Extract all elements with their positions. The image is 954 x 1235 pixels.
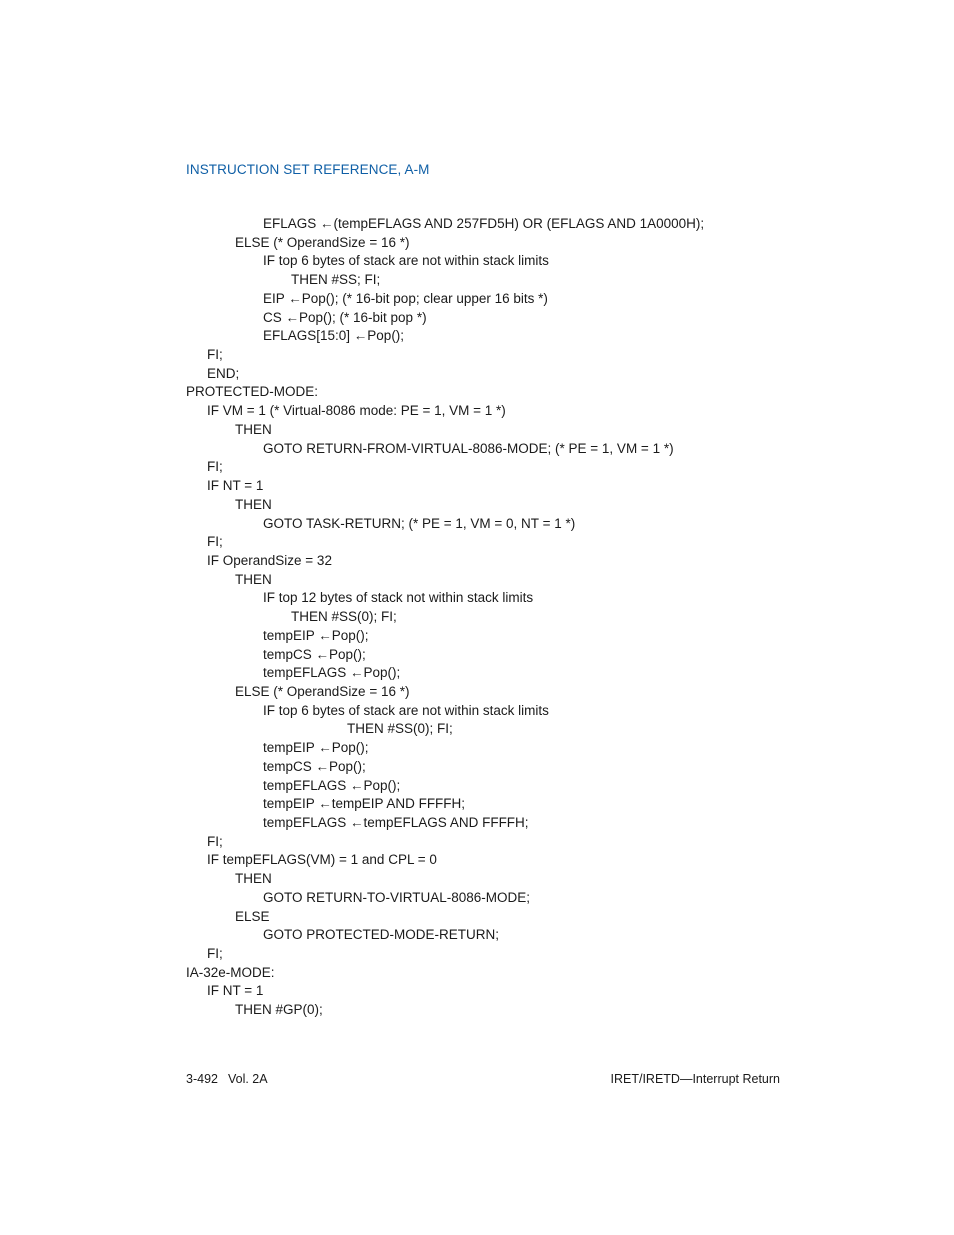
code-line: THEN #SS(0); FI; [347, 721, 453, 737]
code-line: THEN #GP(0); [235, 1002, 323, 1018]
code-line: IF top 6 bytes of stack are not within stack limits [263, 702, 549, 718]
code-line: ELSE (* OperandSize = 16 *) [235, 683, 410, 699]
code-line: THEN [235, 571, 272, 587]
code-line: tempCS ←Pop(); [263, 758, 366, 774]
code-line: IF NT = 1 [207, 983, 264, 999]
code-line: GOTO PROTECTED-MODE-RETURN; [263, 927, 499, 943]
code-line: GOTO TASK-RETURN; (* PE = 1, VM = 0, NT = 1 *) [263, 515, 576, 531]
footer-section-title: IRET/IRETD—Interrupt Return [610, 1072, 780, 1086]
code-line: THEN [235, 496, 272, 512]
code-line: tempEFLAGS ←Pop(); [263, 665, 401, 681]
volume-label: Vol. 2A [227, 1072, 268, 1086]
page-number: 3-492 [186, 1072, 218, 1086]
code-line: PROTECTED-MODE: [186, 384, 319, 400]
code-line: EFLAGS[15:0] ←Pop(); [263, 328, 405, 344]
code-line: IF top 6 bytes of stack are not within stack limits [263, 253, 549, 269]
code-line: THEN #SS; FI; [291, 272, 381, 288]
code-line: THEN #SS(0); FI; [291, 609, 397, 625]
code-line: IA-32e-MODE: [186, 964, 275, 980]
running-header: INSTRUCTION SET REFERENCE, A-M [186, 162, 430, 177]
pseudocode-block [186, 215, 826, 1020]
code-line: CS ←Pop(); (* 16-bit pop *) [263, 309, 427, 325]
footer-left [186, 1072, 268, 1086]
code-line: IF NT = 1 [207, 478, 264, 494]
code-line: GOTO RETURN-TO-VIRTUAL-8086-MODE; [263, 889, 531, 905]
code-line: GOTO RETURN-FROM-VIRTUAL-8086-MODE; (* PE = 1, VM = 1 *) [263, 440, 674, 456]
code-line: EFLAGS ←(tempEFLAGS AND 257FD5H) OR (EFLAGS AND 1A0000H); [263, 216, 705, 231]
code-line: EIP ←Pop(); (* 16-bit pop; clear upper 16 bits *) [263, 290, 548, 306]
code-line: IF VM = 1 (* Virtual-8086 mode: PE = 1, VM = 1 *) [207, 403, 506, 419]
code-line: tempEIP ←tempEIP AND FFFFH; [263, 796, 466, 812]
code-line: tempEIP ←Pop(); [263, 627, 369, 643]
code-line: IF tempEFLAGS(VM) = 1 and CPL = 0 [207, 852, 437, 868]
code-line: THEN [235, 421, 272, 437]
code-line: THEN [235, 871, 272, 887]
code-line: tempEFLAGS ←tempEFLAGS AND FFFFH; [263, 815, 529, 830]
code-line: FI; [207, 459, 223, 475]
code-line: FI; [207, 946, 223, 962]
code-line: FI; [207, 347, 223, 363]
code-line: tempEFLAGS ←Pop(); [263, 777, 401, 793]
code-line: FI; [207, 833, 223, 849]
code-line: ELSE (* OperandSize = 16 *) [235, 234, 410, 250]
code-line: ELSE [235, 908, 270, 924]
code-line: IF top 12 bytes of stack not within stack limits [263, 590, 534, 606]
code-line: END; [207, 365, 240, 381]
code-line: FI; [207, 534, 223, 550]
code-line: tempCS ←Pop(); [263, 646, 366, 662]
code-line: tempEIP ←Pop(); [263, 740, 369, 756]
code-line: IF OperandSize = 32 [207, 552, 332, 568]
